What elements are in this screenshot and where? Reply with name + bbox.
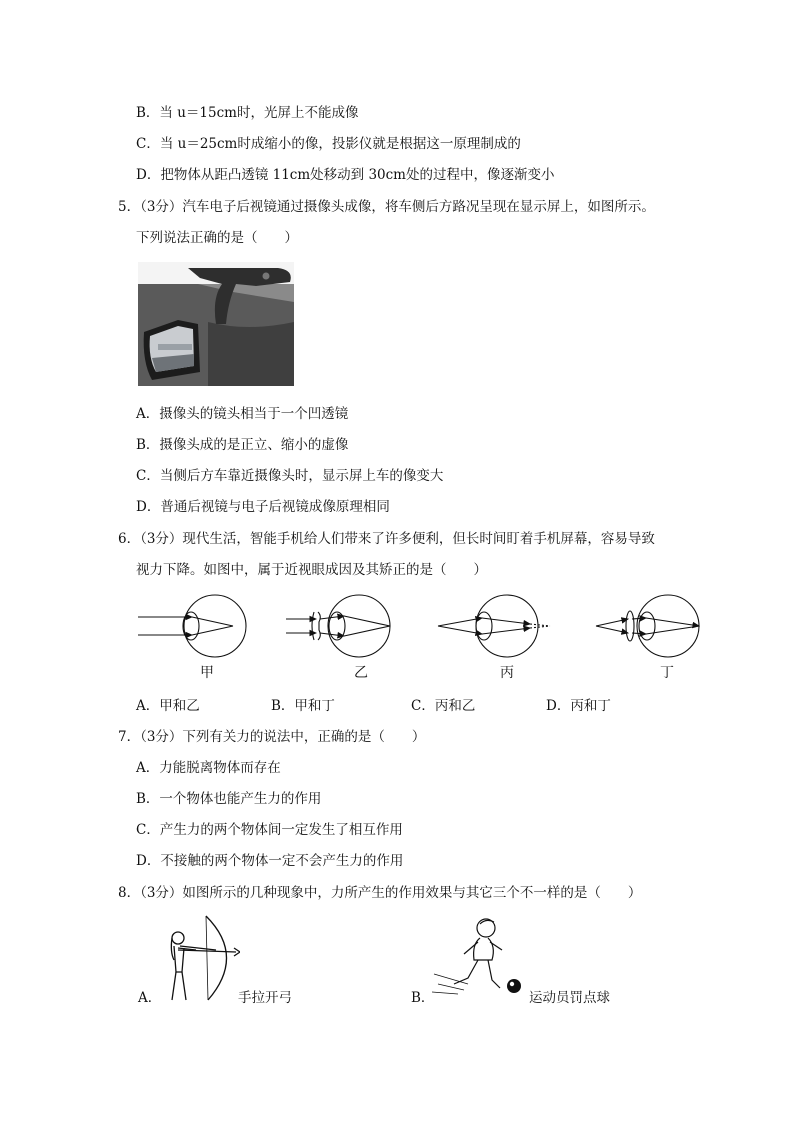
eye-label-bing: 丙: [500, 665, 514, 681]
q5-option-b: B．摄像头成的是正立、缩小的虚像: [136, 437, 349, 453]
q5-option-d: D．普通后视镜与电子后视镜成像原理相同: [136, 499, 390, 515]
q6-stem-continued: 视力下降。如图中，属于近视眼成因及其矫正的是（ ）: [136, 562, 487, 578]
eye-label-jia: 甲: [200, 665, 214, 681]
eye-diagram-ding: [596, 595, 699, 657]
q6-stem: 6．（3分）现代生活，智能手机给人们带来了许多便利，但长时间盯着手机屏幕，容易导致: [118, 531, 655, 547]
q7-stem: 7．（3分）下列有关力的说法中，正确的是（ ）: [118, 729, 426, 745]
q6-option-c: C．丙和乙: [411, 698, 476, 714]
eye-diagram-jia: [138, 595, 246, 657]
q4-option-c: C．当 u＝25cm时成缩小的像，投影仪就是根据这一原理制成的: [136, 136, 521, 152]
eye-label-ding: 丁: [660, 665, 674, 681]
eye-diagram-yi: [286, 595, 390, 657]
q5-stem: 5．（3分）汽车电子后视镜通过摄像头成像，将车侧后方路况呈现在显示屏上，如图所示。: [118, 199, 655, 215]
q5-stem-continued: 下列说法正确的是（ ）: [136, 230, 298, 246]
eye-diagram-bing: [438, 595, 550, 657]
archer-drawing-bow-figure: [156, 912, 240, 1004]
q7-option-b: B．一个物体也能产生力的作用: [136, 791, 322, 807]
q7-option-d: D．不接触的两个物体一定不会产生力的作用: [136, 853, 404, 869]
q6-option-b: B．甲和丁: [271, 698, 335, 714]
q4-option-b: B．当 u＝15cm时，光屏上不能成像: [136, 105, 359, 121]
q8-stem: 8．（3分）如图所示的几种现象中，力所产生的作用效果与其它三个不一样的是（ ）: [118, 885, 642, 901]
q8-option-a-letter: A．: [138, 990, 162, 1006]
q8-option-a-caption: 手拉开弓: [238, 990, 292, 1006]
q5-option-c: C．当侧后方车靠近摄像头时，显示屏上车的像变大: [136, 468, 444, 484]
q6-option-a: A．甲和乙: [136, 698, 200, 714]
q5-option-a: A．摄像头的镜头相当于一个凹透镜: [136, 406, 349, 422]
eye-diagrams: [130, 588, 710, 668]
q7-option-c: C．产生力的两个物体间一定发生了相互作用: [136, 822, 403, 838]
eye-label-yi: 乙: [354, 665, 368, 681]
q6-option-d: D．丙和丁: [546, 698, 611, 714]
q7-option-a: A．力能脱离物体而存在: [136, 760, 281, 776]
q8-option-b-letter: B．: [411, 990, 435, 1006]
q8-option-b-caption: 运动员罚点球: [529, 990, 610, 1006]
player-kicking-penalty-figure: [428, 914, 524, 1002]
car-rearview-camera-photo: [138, 262, 294, 386]
q4-option-d: D．把物体从距凸透镜 11cm处移动到 30cm处的过程中，像逐渐变小: [136, 167, 555, 183]
